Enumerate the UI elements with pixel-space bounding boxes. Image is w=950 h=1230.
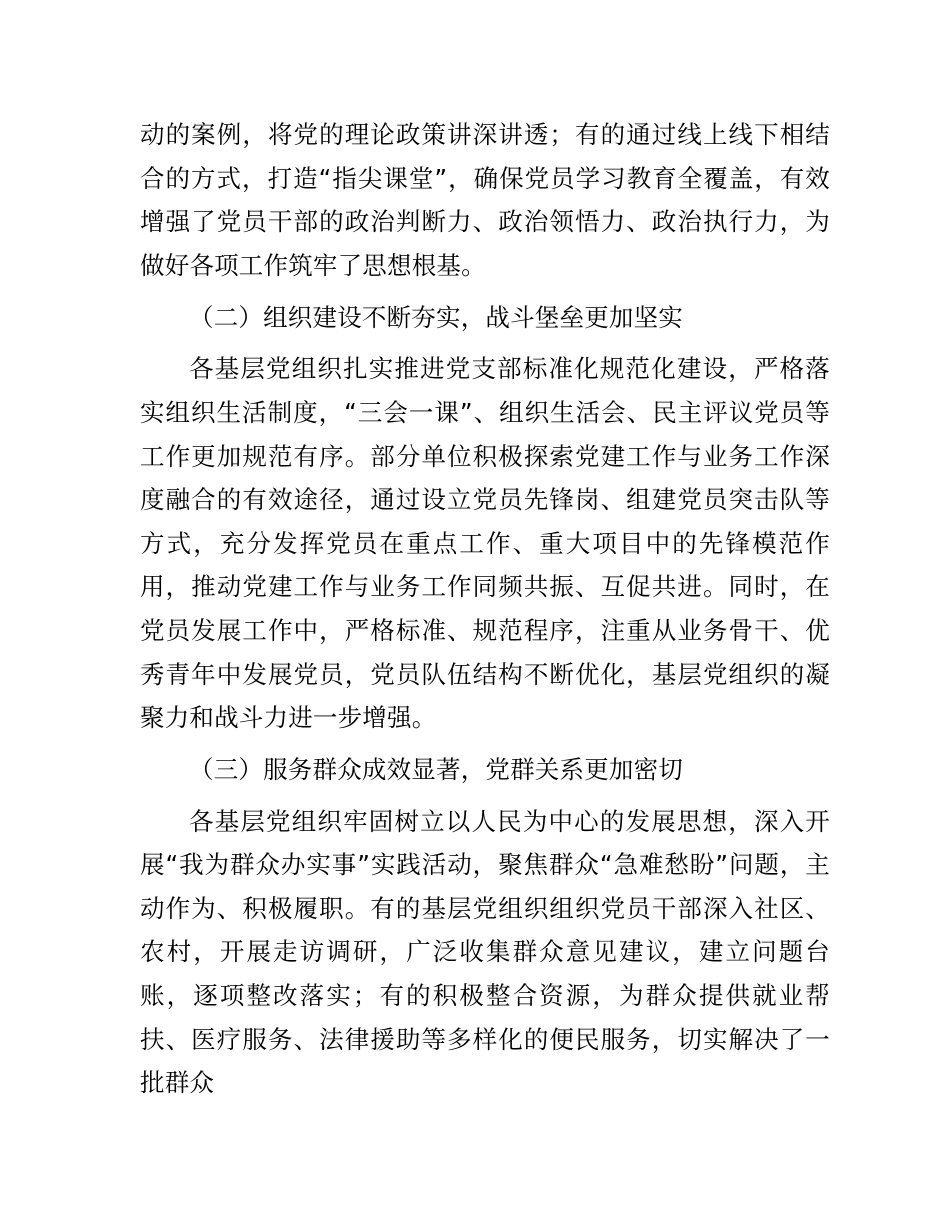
paragraph-continuation: 动的案例，将党的理论政策讲深讲透；有的通过线上线下相结合的方式，打造“指尖课堂”，确保党员学习教育全覆盖，有效增强了党员干部的政治判断力、政治领悟力、政治执行力，为做好各项工作筑牢了思想根基。 bbox=[140, 120, 830, 280]
section-heading-2: （二）组织建设不断夯实，战斗堡垒更加坚实 bbox=[189, 302, 683, 332]
paragraph-organization: 各基层党组织扎实推进党支部标准化规范化建设，严格落实组织生活制度，“三会一课”、组织生活会、民主评议党员等工作更加规范有序。部分单位积极探索党建工作与业务工作深度融合的有效途径，通过设立党员先锋岗、组建党员突击队等方式，充分发挥党员在重点工作、重大项目中的先锋模范作用，推动党建工作与业务工作同频共振、互促共进。同时，在党员发展工作中，严格标准、规范程序，注重从业务骨干、优秀青年中发展党员，党员队伍结构不断优化，基层党组织的凝聚力和战斗力进一步增强。 bbox=[140, 354, 830, 733]
paragraph-service: 各基层党组织牢固树立以人民为中心的发展思想，深入开展“我为群众办实事”实践活动，聚焦群众“急难愁盼”问题，主动作为、积极履职。有的基层党组织组织党员干部深入社区、农村，开展走访调研，广泛收集群众意见建议，建立问题台账，逐项整改落实；有的积极整合资源，为群众提供就业帮扶、医疗服务、法律援助等多样化的便民服务，切实解决了一批群众 bbox=[140, 806, 830, 1098]
document-body bbox=[140, 113, 830, 1105]
section-heading-3: （三）服务群众成效显著，党群关系更加密切 bbox=[189, 755, 683, 785]
